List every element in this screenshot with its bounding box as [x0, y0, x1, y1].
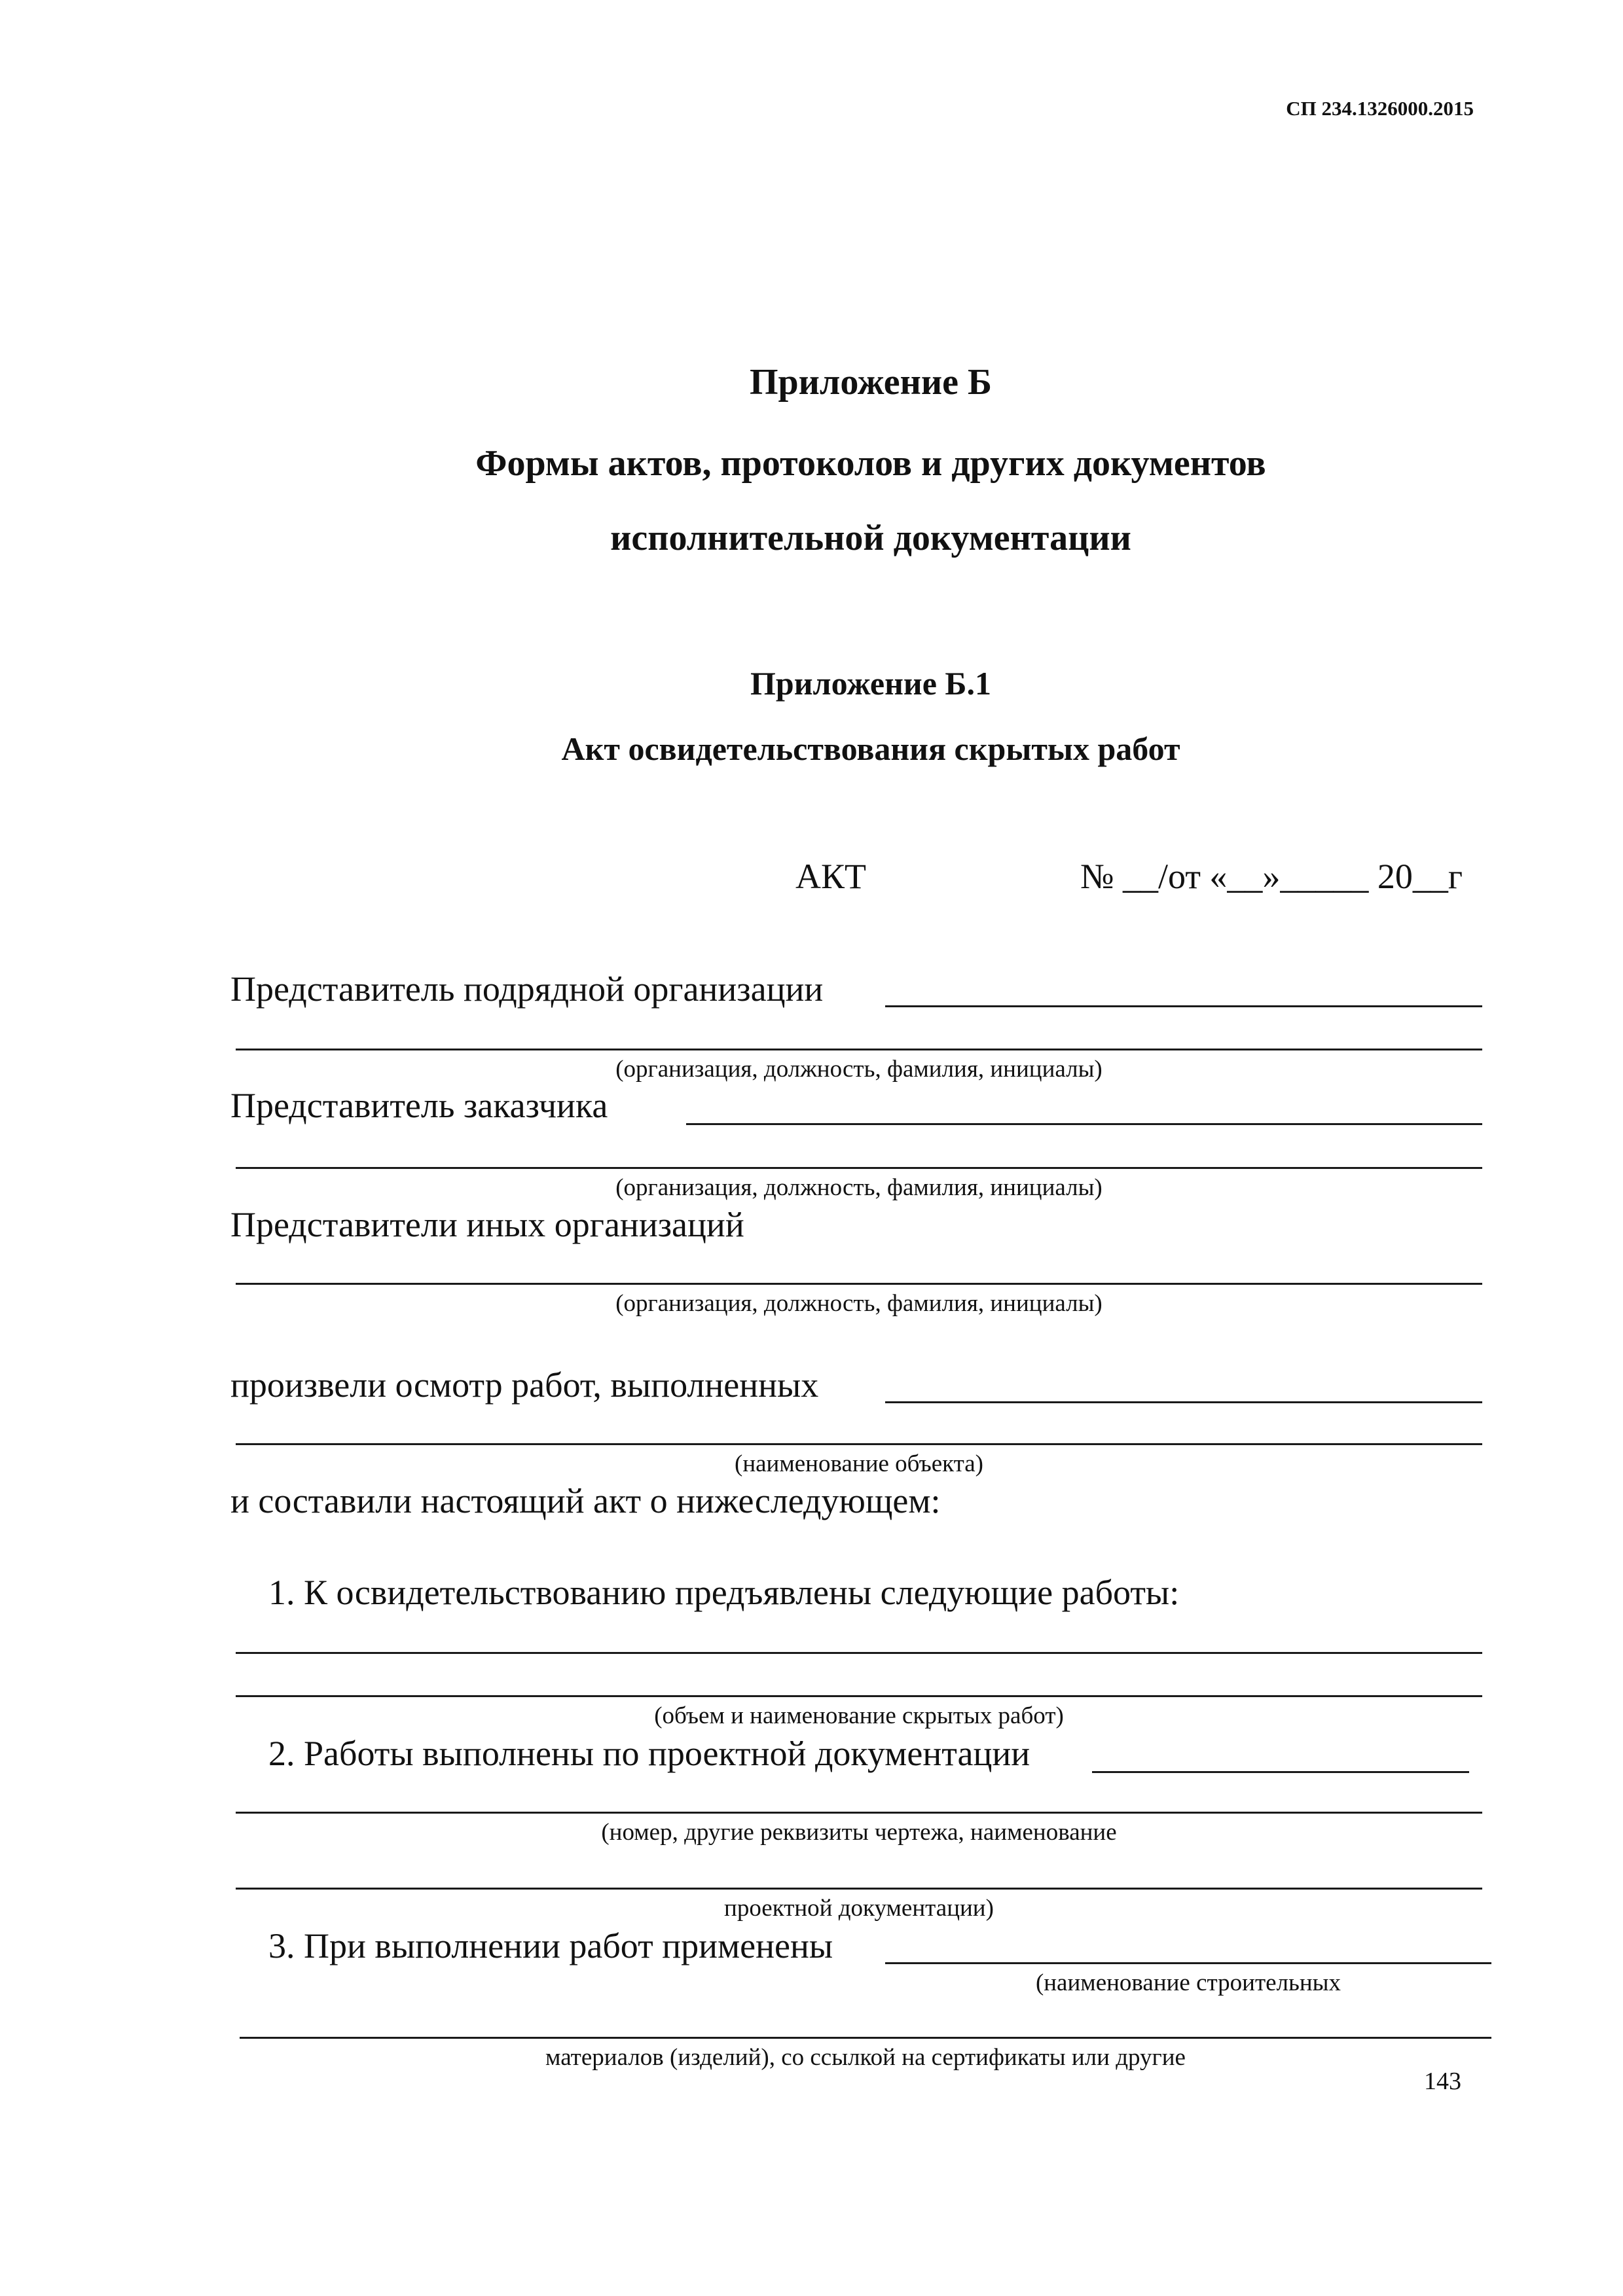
appendix-subtitle-line2: исполнительной документации: [610, 518, 1131, 558]
compiled-text: и составили настоящий акт о нижеследующем:: [230, 1481, 941, 1520]
contractor-caption: (организация, должность, фамилия, инициалы): [615, 1056, 1103, 1083]
item2-caption-line1: (номер, другие реквизиты чертежа, наименование: [601, 1819, 1117, 1846]
item1-caption: (объем и наименование скрытых работ): [654, 1702, 1064, 1729]
appendix-title: Приложение Б: [749, 362, 993, 403]
item2-blank-line[interactable]: [1092, 1771, 1469, 1773]
contractor-blank-line-2[interactable]: [236, 1049, 1482, 1050]
act-label: АКТ: [795, 857, 866, 896]
inspection-blank-line[interactable]: [885, 1401, 1482, 1403]
page-number: 143: [1424, 2068, 1461, 2095]
others-blank-line[interactable]: [236, 1283, 1482, 1285]
others-caption: (организация, должность, фамилия, инициалы): [615, 1290, 1103, 1317]
item3-label: 3. При выполнении работ применены: [268, 1926, 833, 1965]
item1-label: 1. К освидетельствованию предъявлены следующие работы:: [268, 1573, 1180, 1612]
item2-label: 2. Работы выполнены по проектной документации: [268, 1734, 1030, 1773]
appendix-subtitle-line1: Формы актов, протоколов и других документов: [475, 443, 1266, 484]
customer-label: Представитель заказчика: [230, 1086, 608, 1125]
contractor-blank-line[interactable]: [885, 1005, 1482, 1007]
others-label: Представители иных организаций: [230, 1205, 744, 1244]
appendix-b1-subtitle: Акт освидетельствования скрытых работ: [561, 730, 1180, 767]
inspection-blank-line-2[interactable]: [236, 1443, 1482, 1445]
item1-blank-line[interactable]: [236, 1652, 1482, 1654]
customer-blank-line-2[interactable]: [236, 1167, 1482, 1169]
customer-blank-line[interactable]: [686, 1123, 1482, 1125]
item2-caption-line2: проектной документации): [724, 1895, 994, 1922]
contractor-label: Представитель подрядной организации: [230, 969, 824, 1009]
inspection-label: произвели осмотр работ, выполненных: [230, 1365, 819, 1405]
act-number-date: № __/от «__»_____ 20__г: [1080, 857, 1463, 896]
item3-caption-line1: (наименование строительных: [1035, 1969, 1341, 1996]
document-code: СП 234.1326000.2015: [1286, 97, 1474, 120]
item3-blank-line[interactable]: [885, 1962, 1491, 1964]
customer-caption: (организация, должность, фамилия, инициалы): [615, 1174, 1103, 1201]
item1-blank-line-2[interactable]: [236, 1695, 1482, 1697]
item3-caption-line2: материалов (изделий), со ссылкой на сертификаты или другие: [545, 2044, 1186, 2071]
item3-blank-line-2[interactable]: [240, 2037, 1491, 2039]
item2-blank-line-2[interactable]: [236, 1812, 1482, 1814]
appendix-b1-title: Приложение Б.1: [750, 665, 991, 702]
object-caption: (наименование объекта): [735, 1450, 983, 1477]
item2-blank-line-3[interactable]: [236, 1888, 1482, 1890]
